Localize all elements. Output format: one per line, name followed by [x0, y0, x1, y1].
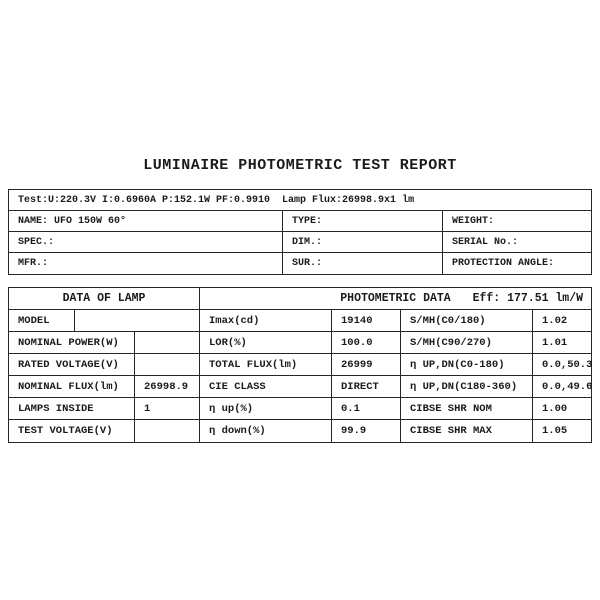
imax-value: 19140: [332, 310, 401, 331]
sur-cell: SUR.:: [283, 253, 443, 274]
nominal-flux-value: 26998.9: [135, 376, 200, 397]
eta-updn-c180-360-label: η UP,DN(C180-360): [401, 376, 533, 397]
data-of-lamp-header: DATA OF LAMP: [9, 288, 200, 309]
report-title: LUMINAIRE PHOTOMETRIC TEST REPORT: [143, 157, 457, 174]
test-voltage-label: TEST VOLTAGE(V): [9, 420, 135, 442]
lor-value: 100.0: [332, 332, 401, 353]
info-row-mfr: [9, 253, 591, 274]
info-row-spec: [9, 232, 591, 253]
cibse-shr-nom-value: 1.00: [542, 402, 568, 415]
smh-c90-270-value: 1.01: [542, 336, 568, 349]
eta-updn-c0-180-value: 0.0,50.3: [542, 358, 593, 371]
info-row-name: [9, 211, 591, 232]
data-row-nominal-power: [9, 332, 591, 354]
eta-down-value: 99.9: [332, 420, 401, 442]
total-flux-label: TOTAL FLUX(lm): [200, 354, 332, 375]
protection-angle-cell: PROTECTION ANGLE:: [452, 258, 555, 269]
imax-label: Imax(cd): [200, 310, 332, 331]
cibse-shr-nom-label: CIBSE SHR NOM: [401, 398, 533, 419]
eta-down-label: η down(%): [200, 420, 332, 442]
photometric-data-title: PHOTOMETRIC DATA: [340, 292, 451, 305]
test-conditions: Test:U:220.3V I:0.6960A P:152.1W PF:0.9910 Lamp Flux:26998.9x1 lm: [18, 194, 415, 206]
name-cell: NAME: UFO 150W 60°: [9, 211, 283, 231]
lor-label: LOR(%): [200, 332, 332, 353]
eta-up-label: η up(%): [200, 398, 332, 419]
test-voltage-value: [135, 420, 200, 442]
weight-cell: WEIGHT:: [452, 215, 495, 227]
data-row-rated-voltage: [9, 354, 591, 376]
total-flux-value: 26999: [332, 354, 401, 375]
data-table-header-row: [9, 288, 591, 310]
lamps-inside-label: LAMPS INSIDE: [9, 398, 135, 419]
data-row-nominal-flux: [9, 376, 591, 398]
cie-class-label: CIE CLASS: [200, 376, 332, 397]
type-cell: TYPE:: [283, 211, 443, 231]
eta-updn-c180-360-value: 0.0,49.6: [542, 380, 593, 393]
photometric-data-header: [200, 288, 591, 309]
smh-c90-270-label: S/MH(C90/270): [401, 332, 533, 353]
eta-updn-c0-180-label: η UP,DN(C0-180): [401, 354, 533, 375]
model-value: [75, 310, 200, 331]
serial-no-cell: SERIAL No.:: [452, 236, 519, 248]
photometric-data-table: [8, 287, 592, 443]
smh-c0-180-value: 1.02: [542, 314, 568, 327]
test-conditions-row: [9, 190, 591, 211]
eta-up-value: 0.1: [332, 398, 401, 419]
rated-voltage-value: [135, 354, 200, 375]
rated-voltage-label: RATED VOLTAGE(V): [9, 354, 135, 375]
smh-c0-180-label: S/MH(C0/180): [401, 310, 533, 331]
cibse-shr-max-label: CIBSE SHR MAX: [401, 420, 533, 442]
nominal-power-label: NOMINAL POWER(W): [9, 332, 135, 353]
data-row-model: [9, 310, 591, 332]
luminaire-info-table: [8, 189, 592, 275]
dim-cell: DIM.:: [283, 232, 443, 252]
nominal-flux-label: NOMINAL FLUX(lm): [9, 376, 135, 397]
nominal-power-value: [135, 332, 200, 353]
model-label: MODEL: [9, 310, 75, 331]
data-row-test-voltage: [9, 420, 591, 442]
cie-class-value: DIRECT: [332, 376, 401, 397]
spec-cell: SPEC.:: [9, 232, 283, 252]
mfr-cell: MFR.:: [9, 253, 283, 274]
cibse-shr-max-value: 1.05: [542, 425, 568, 437]
lamps-inside-value: 1: [135, 398, 200, 419]
data-row-lamps-inside: [9, 398, 591, 420]
efficiency-value: Eff: 177.51 lm/W: [472, 292, 583, 305]
